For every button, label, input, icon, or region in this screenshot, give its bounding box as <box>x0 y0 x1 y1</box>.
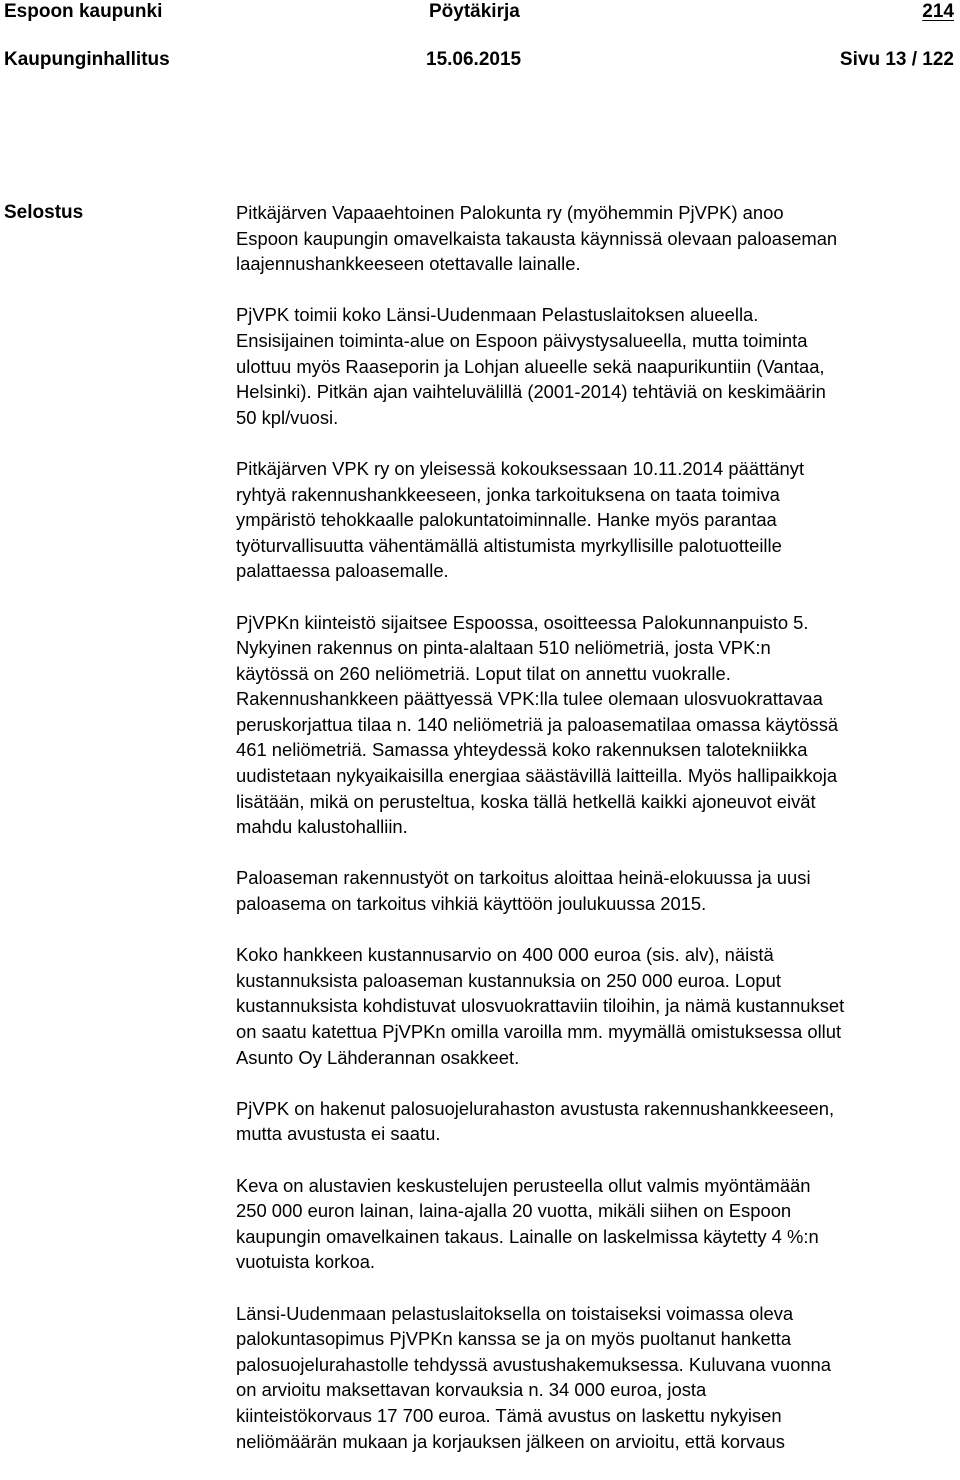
text-line: neliömäärän mukaan ja korjauksen jälkeen on arvioitu, että korvaus <box>236 1430 785 1452</box>
paragraph <box>236 1173 958 1275</box>
text-line: Keva on alustavien keskustelujen perusteella ollut valmis myöntämään <box>236 1174 811 1196</box>
text-line: PjVPKn kiinteistö sijaitsee Espoossa, osoitteessa Palokunnanpuisto 5. <box>236 611 809 633</box>
text-line: lisätään, mikä on perusteltua, koska tällä hetkellä kaikki ajoneuvot eivät <box>236 790 816 812</box>
text-line: ulottuu myös Raaseporin ja Lohjan alueelle sekä naapurikuntiin (Vantaa, <box>236 355 825 377</box>
paragraph <box>236 302 958 430</box>
paragraph <box>236 942 958 1070</box>
text-line: palattaessa paloasemalle. <box>236 560 449 582</box>
section-number: 214 <box>922 1 954 22</box>
text-line: 461 neliömetriä. Samassa yhteydessä koko rakennuksen talotekniikka <box>236 739 808 761</box>
text-line: ryhtyä rakennushankkeeseen, jonka tarkoituksena on taata toimiva <box>236 483 780 505</box>
text-line: PjVPK on hakenut palosuojelurahaston avustusta rakennushankkeeseen, <box>236 1097 835 1119</box>
text-line: kustannuksista kohdistuvat ulosvuokrattaviin tiloihin, ja nämä kustannukset <box>236 995 845 1017</box>
text-line: uudistetaan nykyaikaisilla energiaa säästävillä laitteilla. Myös hallipaikkoja <box>236 765 838 787</box>
text-line: Paloaseman rakennustyöt on tarkoitus aloittaa heinä-elokuussa ja uusi <box>236 867 811 889</box>
text-line: 250 000 euron lainan, laina-ajalla 20 vuotta, mikäli siihen on Espoon <box>236 1200 792 1222</box>
document-type: Pöytäkirja <box>429 1 520 22</box>
paragraph <box>236 610 958 840</box>
page-info: Sivu 13 / 122 <box>839 49 954 70</box>
text-line: paloasema on tarkoitus vihkiä käyttöön joulukuussa 2015. <box>236 893 707 915</box>
text-line: kiinteistökorvaus 17 700 euroa. Tämä avustus on laskettu nykyisen <box>236 1404 782 1426</box>
text-line: Pitkäjärven VPK ry on yleisessä kokouksessaan 10.11.2014 päättänyt <box>236 457 805 479</box>
text-line: ympäristö tehokkaalle palokuntatoiminnalle. Hanke myös parantaa <box>236 509 777 531</box>
text-line: Pitkäjärven Vapaaehtoinen Palokunta ry (myöhemmin PjVPK) anoo <box>236 202 784 223</box>
paragraph <box>236 865 958 916</box>
text-line: palosuojelurahastolle tehdyssä avustushakemuksessa. Kuluvana vuonna <box>236 1353 832 1375</box>
text-line: työturvallisuutta vähentämällä altistumista myrkyllisille palotuotteille <box>236 534 782 556</box>
paragraph <box>236 456 958 584</box>
text-line: kaupungin omavelkainen takaus. Lainalle on laskelmissa käytetty 4 %:n <box>236 1225 819 1247</box>
paragraph <box>236 200 958 277</box>
text-line: palokuntasopimus PjVPKn kanssa se ja on myös puoltanut hanketta <box>236 1328 792 1350</box>
meeting-date: 15.06.2015 <box>426 49 522 70</box>
text-line: vuotuista korkoa. <box>236 1251 376 1273</box>
text-line: on saatu katettua PjVPKn omilla varoilla mm. myymällä omistuksessa ollut <box>236 1021 842 1042</box>
text-line: Espoon kaupungin omavelkaista takausta käynnissä olevaan paloaseman <box>236 227 838 249</box>
text-line: Ensisijainen toiminta-alue on Espoon päivystysalueella, mutta toiminta <box>236 329 808 351</box>
text-line: Koko hankkeen kustannusarvio on 400 000 euroa (sis. alv), näistä <box>236 944 774 966</box>
text-line: Helsinki). Pitkän ajan vaihteluvälillä (2001-2014) tehtäviä on keskimäärin <box>236 381 826 403</box>
body-name: Kaupunginhallitus <box>4 49 170 70</box>
text-line: 50 kpl/vuosi. <box>236 406 339 428</box>
text-line: on arvioitu maksettavan korvauksia n. 34 000 euroa, josta <box>236 1379 707 1401</box>
paragraph <box>236 1301 958 1455</box>
text-line: Nykyinen rakennus on pinta-alaltaan 510 neliömetriä, josta VPK:n <box>236 637 771 659</box>
text-line: PjVPK toimii koko Länsi-Uudenmaan Pelastuslaitoksen alueella. <box>236 304 759 326</box>
text-line: käytössä on 260 neliömetriä. Loput tilat on annettu vuokralle. <box>236 662 731 684</box>
text-line: peruskorjattua tilaa n. 140 neliömetriä ja paloasematilaa omassa käytössä <box>236 713 839 735</box>
paragraph <box>236 1096 958 1147</box>
body-text <box>236 200 958 1480</box>
section-label: Selostus <box>4 202 84 223</box>
text-line: laajennushankkeeseen otettavalle lainalle. <box>236 253 581 275</box>
text-line: Rakennushankkeen päättyessä VPK:lla tulee olemaan ulosvuokrattavaa <box>236 688 823 710</box>
text-line: Asunto Oy Lähderannan osakkeet. <box>236 1046 520 1068</box>
organization-name: Espoon kaupunki <box>4 1 163 22</box>
text-line: kustannuksista paloaseman kustannuksia on 250 000 euroa. Loput <box>236 969 781 991</box>
text-line: mahdu kalustohalliin. <box>236 816 408 838</box>
text-line: mutta avustusta ei saatu. <box>236 1123 441 1145</box>
text-line: Länsi-Uudenmaan pelastuslaitoksella on toistaiseksi voimassa oleva <box>236 1302 794 1324</box>
